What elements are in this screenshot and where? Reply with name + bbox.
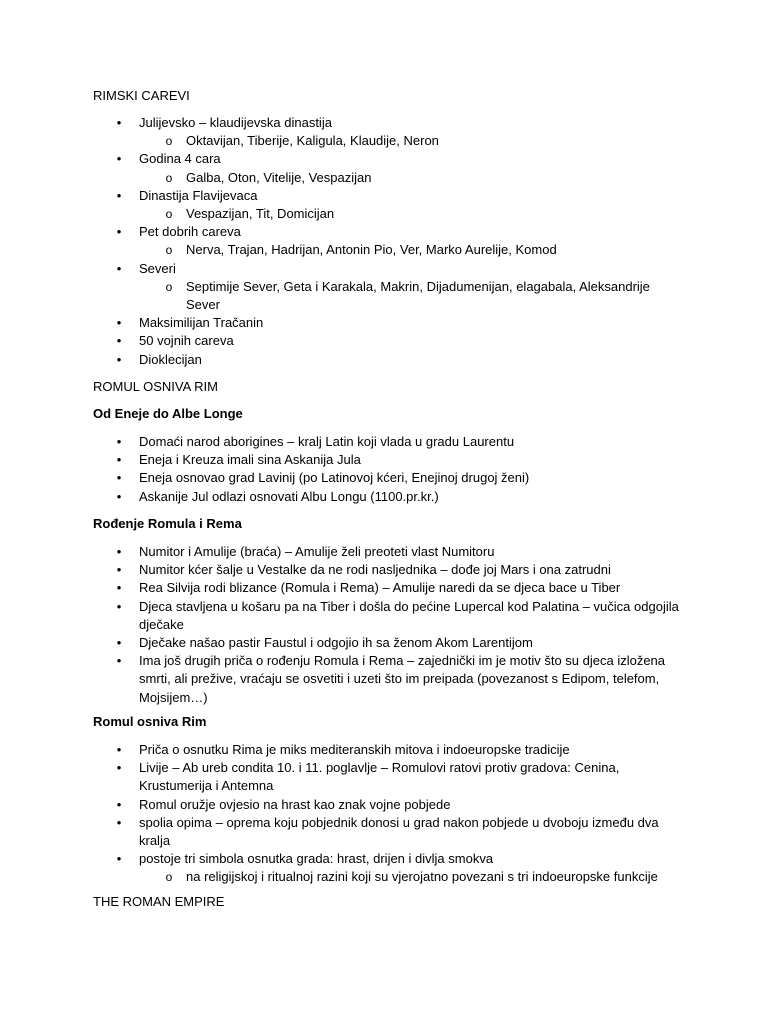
list-item: • Eneja i Kreuza imali sina Askanija Jula: [0, 451, 679, 469]
bullet-icon: •: [116, 742, 122, 757]
sub-list-item: o Septimije Sever, Geta i Karakala, Makrin, Dijadumenijan, elagabala, Aleksandrije Sever: [0, 278, 676, 314]
list-item: • Askanije Jul odlazi osnovati Albu Longu (1100.pr.kr.): [0, 488, 679, 506]
list-item: • Rea Silvija rodi blizance (Romula i Rema) – Amulije naredi da se djeca bace u Tiber: [0, 579, 679, 597]
bullet-icon: •: [116, 814, 122, 830]
list-item: • Pet dobrih careva o Nerva, Trajan, Hadrijan, Antonin Pio, Ver, Marko Aurelije, Komod: [0, 223, 679, 259]
section-title-rimski-carevi: RIMSKI CAREVI: [93, 88, 190, 103]
list-item: • 50 vojnih careva: [0, 332, 679, 350]
circle-bullet-icon: o: [165, 170, 173, 185]
list-item: • Djeca stavljena u košaru pa na Tiber i došla do pećine Lupercal kod Palatina – vučica odgojila dječake: [0, 598, 679, 634]
bullet-icon: •: [116, 224, 122, 240]
bullet-icon: •: [116, 187, 122, 203]
list-item: • Romul oružje ovjesio na hrast kao znak vojne pobjede: [0, 796, 679, 814]
sub-list-item: o Oktavijan, Tiberije, Kaligula, Klaudije, Neron: [0, 132, 676, 150]
list-item: • Livije – Ab ureb condita 10. i 11. poglavlje – Romulovi ratovi protiv gradova: Cenina, Krustumerija i Antemna: [0, 759, 679, 795]
circle-bullet-icon: o: [165, 134, 173, 149]
list-item: • Severi o Septimije Sever, Geta i Karakala, Makrin, Dijadumenijan, elagabala, Aleksandrije Sever: [0, 260, 679, 315]
list-item: • Ima još drugih priča o rođenju Romula i Rema – zajednički im je motiv što su djeca izložena smrti, ali prežive, vraćaju se osvetiti i uzeti što im preipada (povezanost s Edipom, telefom, Mojsijem…): [0, 652, 679, 707]
section-title-romul-osniva-rim: ROMUL OSNIVA RIM: [93, 379, 218, 394]
circle-bullet-icon: o: [165, 870, 173, 885]
list-item: • spolia opima – oprema koju pobjednik donosi u grad nakon pobjede u dvoboju između dva kralja: [0, 814, 679, 850]
bullet-icon: •: [116, 351, 122, 367]
sub-list-item: o Galba, Oton, Vitelije, Vespazijan: [0, 169, 676, 187]
list-item: • Eneja osnovao grad Lavinij (po Latinovoj kćeri, Enejinoj drugoj ženi): [0, 469, 679, 487]
section-heading-romul-osniva-rim: Romul osniva Rim: [93, 714, 207, 729]
list-item: • Priča o osnutku Rima je miks mediteranskih mitova i indoeuropske tradicije: [0, 741, 679, 759]
circle-bullet-icon: o: [165, 243, 173, 258]
section-heading-od-eneje: Od Eneje do Albe Longe: [93, 406, 243, 421]
circle-bullet-icon: o: [165, 207, 173, 222]
list-od-eneje: [0, 433, 768, 506]
bullet-icon: •: [116, 315, 122, 331]
sub-list-item: o na religijskoj i ritualnoj razini koji su vjerojatno povezani s tri indoeuropske funkcije: [0, 868, 676, 886]
bullet-icon: •: [116, 333, 122, 349]
list-rimski-carevi: [0, 114, 768, 369]
bullet-icon: •: [116, 760, 122, 776]
list-item: • Dječake našao pastir Faustul i odgojio ih sa ženom Akom Larentijom: [0, 634, 679, 652]
list-romul-osniva-rim: [0, 741, 768, 887]
section-heading-rodenje: Rođenje Romula i Rema: [93, 516, 242, 531]
bullet-icon: •: [116, 562, 122, 578]
bullet-icon: •: [116, 544, 122, 559]
bullet-icon: •: [116, 452, 122, 468]
bullet-icon: •: [116, 796, 122, 812]
list-item: • Maksimilijan Tračanin: [0, 314, 679, 332]
list-item: • Numitor kćer šalje u Vestalke da ne rodi nasljednika – dođe joj Mars i ona zatrudni: [0, 561, 679, 579]
bullet-icon: •: [116, 635, 122, 651]
list-item: • postoje tri simbola osnutka grada: hrast, drijen i divlja smokva o na religijskoj i ritualnoj razini koji su vjerojatno povezani s tri indoeuropske funkcije: [0, 850, 679, 886]
bullet-icon: •: [116, 151, 122, 167]
list-item: • Numitor i Amulije (braća) – Amulije želi preoteti vlast Numitoru: [0, 543, 679, 561]
bullet-icon: •: [116, 434, 122, 449]
list-item: • Godina 4 cara o Galba, Oton, Vitelije, Vespazijan: [0, 150, 679, 186]
bullet-icon: •: [116, 488, 122, 504]
section-title-roman-empire: THE ROMAN EMPIRE: [93, 894, 225, 909]
list-item: • Dioklecijan: [0, 351, 679, 369]
list-rodenje: [0, 543, 768, 707]
bullet-icon: •: [116, 851, 122, 867]
list-item: • Julijevsko – klaudijevska dinastija o Oktavijan, Tiberije, Kaligula, Klaudije, Neron: [0, 114, 679, 150]
bullet-icon: •: [116, 470, 122, 486]
bullet-icon: •: [116, 580, 122, 596]
bullet-icon: •: [116, 260, 122, 276]
bullet-icon: •: [116, 598, 122, 614]
sub-list-item: o Nerva, Trajan, Hadrijan, Antonin Pio, Ver, Marko Aurelije, Komod: [0, 241, 676, 259]
bullet-icon: •: [116, 653, 122, 669]
circle-bullet-icon: o: [165, 279, 173, 294]
sub-list-item: o Vespazijan, Tit, Domicijan: [0, 205, 676, 223]
list-item: • Dinastija Flavijevaca o Vespazijan, Tit, Domicijan: [0, 187, 679, 223]
bullet-icon: •: [116, 115, 122, 130]
list-item: • Domaći narod aborigines – kralj Latin koji vlada u gradu Laurentu: [0, 433, 679, 451]
